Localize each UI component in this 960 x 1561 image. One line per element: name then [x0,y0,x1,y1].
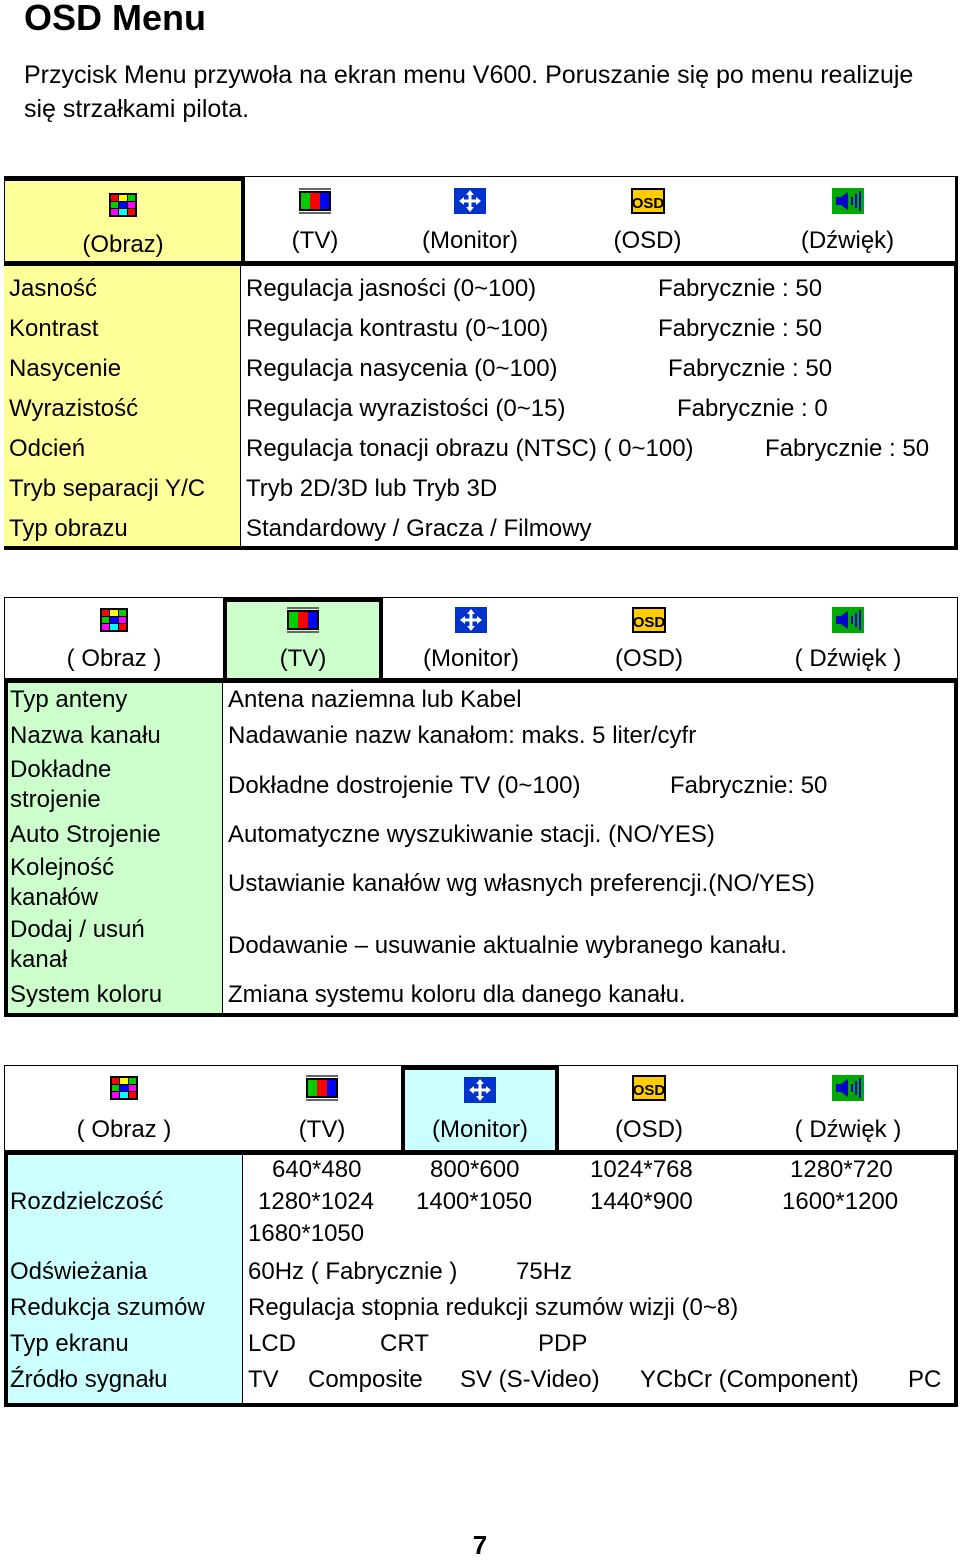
osd-badge-icon [632,606,666,634]
resolution-value: 1400*1050 [416,1188,533,1215]
source-value: SV (S-Video) [460,1366,600,1393]
source-value: PC [908,1366,942,1393]
setting-label[interactable]: Wyrazistość [9,395,139,422]
source-value: Composite [308,1366,423,1393]
menu-content [4,262,958,550]
source-value: TV [248,1366,279,1393]
setting-default: Fabrycznie : 50 [658,275,823,302]
resolution-value: 1280*720 [790,1156,893,1183]
setting-desc: Nadawanie nazw kanałom: maks. 5 liter/cyfr [228,722,697,749]
setting-label[interactable]: Redukcja szumów [10,1294,205,1321]
tab-osd[interactable] [559,598,739,678]
setting-default: Fabrycznie: 50 [670,772,828,799]
setting-desc: Zmiana systemu koloru dla danego kanału. [228,981,686,1008]
resolution-value: 1024*768 [590,1156,693,1183]
resolution-value: 800*600 [430,1156,520,1183]
tab-label: (OSD) [615,1116,683,1143]
resolution-value: 1440*900 [590,1188,693,1215]
tab-dzwiek[interactable] [739,1066,957,1150]
tab-obraz[interactable] [5,598,223,678]
picture-grid-icon [106,191,140,219]
tab-label: (TV) [279,645,327,672]
tab-osd[interactable] [555,177,740,261]
screen-value: PDP [538,1330,588,1357]
setting-desc: Regulacja kontrastu (0~100) [246,315,549,342]
setting-default: Fabrycznie : 50 [658,315,823,342]
setting-label[interactable]: Auto Strojenie [10,821,161,848]
tab-label: (TV) [291,227,339,254]
tab-label: (Dźwięk) [800,227,895,254]
tv-screen-icon [305,1074,339,1102]
setting-desc: Tryb 2D/3D lub Tryb 3D [246,475,498,502]
page-title: OSD Menu [24,0,207,38]
setting-label[interactable]: Jasność [9,275,98,302]
setting-label[interactable]: Odświeżania [10,1258,148,1285]
resolution-value: 640*480 [272,1156,362,1183]
tab-tv[interactable] [223,598,383,678]
move-arrows-icon [454,606,488,634]
setting-desc: Regulacja jasności (0~100) [246,275,537,302]
osd-badge-icon [631,187,665,215]
tab-monitor[interactable] [383,598,559,678]
tab-monitor[interactable] [401,1066,559,1150]
menu-tabs [4,597,958,679]
tab-dzwiek[interactable] [739,598,957,678]
move-arrows-icon [463,1076,497,1104]
setting-desc: Standardowy / Gracza / Filmowy [246,515,592,542]
setting-desc: Regulacja tonacji obrazu (NTSC) ( 0~100) [246,435,694,462]
setting-desc: Dokładne dostrojenie TV (0~100) [228,772,581,799]
setting-label[interactable]: Typ obrazu [9,515,128,542]
menu-obraz [4,176,958,550]
setting-desc: Automatyczne wyszukiwanie stacji. (NO/YES) [228,821,715,848]
resolution-value: 1680*1050 [248,1220,365,1247]
setting-label[interactable]: Tryb separacji Y/C [9,475,206,502]
intro-text: Przycisk Menu przywoła na ekran menu V600. Poruszanie się po menu realizuje się strzałkami pilota. [24,61,914,123]
setting-label[interactable]: Typ ekranu [10,1330,129,1357]
tab-label: (TV) [298,1116,346,1143]
tab-monitor[interactable] [385,177,555,261]
setting-default: Fabrycznie : 0 [677,395,828,422]
setting-desc: Regulacja nasycenia (0~100) [246,355,558,382]
setting-label[interactable]: Źródło sygnału [10,1366,168,1393]
setting-label[interactable]: Nazwa kanału [10,722,161,749]
setting-label[interactable]: Dokładne strojenie [10,756,112,813]
tab-label: ( Obraz ) [66,645,162,672]
picture-grid-icon [97,606,131,634]
tab-obraz[interactable] [5,177,245,261]
setting-default: Fabrycznie : 50 [668,355,833,382]
setting-label[interactable]: Kontrast [9,315,99,342]
setting-desc: Regulacja stopnia redukcji szumów wizji (0~8) [248,1294,739,1321]
setting-desc: Dodawanie – usuwanie aktualnie wybranego kanału. [228,932,788,959]
tab-tv[interactable] [245,177,385,261]
tab-label: (OSD) [613,227,682,254]
screen-value: CRT [380,1330,429,1357]
tv-screen-icon [298,187,332,215]
setting-label[interactable]: System koloru [10,981,163,1008]
tab-dzwiek[interactable] [740,177,955,261]
tab-label: (Obraz) [82,231,164,258]
menu-tv [4,597,958,1017]
screen-value: LCD [248,1330,297,1357]
tab-label: (Monitor) [422,645,519,672]
tab-osd[interactable] [559,1066,739,1150]
tab-label: ( Dźwięk ) [794,1116,902,1143]
setting-label[interactable]: Dodaj / usuń kanał [10,916,145,973]
setting-desc: Regulacja wyrazistości (0~15) [246,395,566,422]
menu-tabs [4,176,958,262]
refresh-value: 60Hz ( Fabrycznie ) [248,1258,458,1285]
refresh-value: 75Hz [516,1258,573,1285]
picture-grid-icon [107,1074,141,1102]
move-arrows-icon [453,187,487,215]
setting-label[interactable]: Odcień [9,435,86,462]
speaker-icon [831,1074,865,1102]
menu-content [4,679,958,1017]
tv-screen-icon [286,606,320,634]
resolution-value: 1600*1200 [782,1188,899,1215]
osd-badge-icon [632,1074,666,1102]
page-number: 7 [472,1530,488,1560]
menu-tabs [4,1065,958,1151]
setting-label[interactable]: Typ anteny [10,686,128,713]
setting-label[interactable]: Rozdzielczość [10,1188,164,1215]
source-value: YCbCr (Component) [640,1366,859,1393]
tab-label: (Monitor) [431,1116,528,1143]
tab-label: ( Dźwięk ) [794,645,902,672]
speaker-icon [831,187,865,215]
tab-label: (OSD) [615,645,683,672]
menu-monitor [4,1065,958,1407]
menu-content [4,1151,958,1407]
tab-label: ( Obraz ) [76,1116,172,1143]
setting-desc: Antena naziemna lub Kabel [228,686,522,713]
tab-obraz[interactable] [5,1066,243,1150]
tab-tv[interactable] [243,1066,401,1150]
tab-label: (Monitor) [421,227,518,254]
speaker-icon [831,606,865,634]
resolution-value: 1280*1024 [258,1188,375,1215]
setting-label[interactable]: Nasycenie [9,355,122,382]
setting-label[interactable]: Kolejność kanałów [10,854,115,911]
setting-desc: Ustawianie kanałów wg własnych preferencji.(NO/YES) [228,870,815,897]
setting-default: Fabrycznie : 50 [765,435,930,462]
